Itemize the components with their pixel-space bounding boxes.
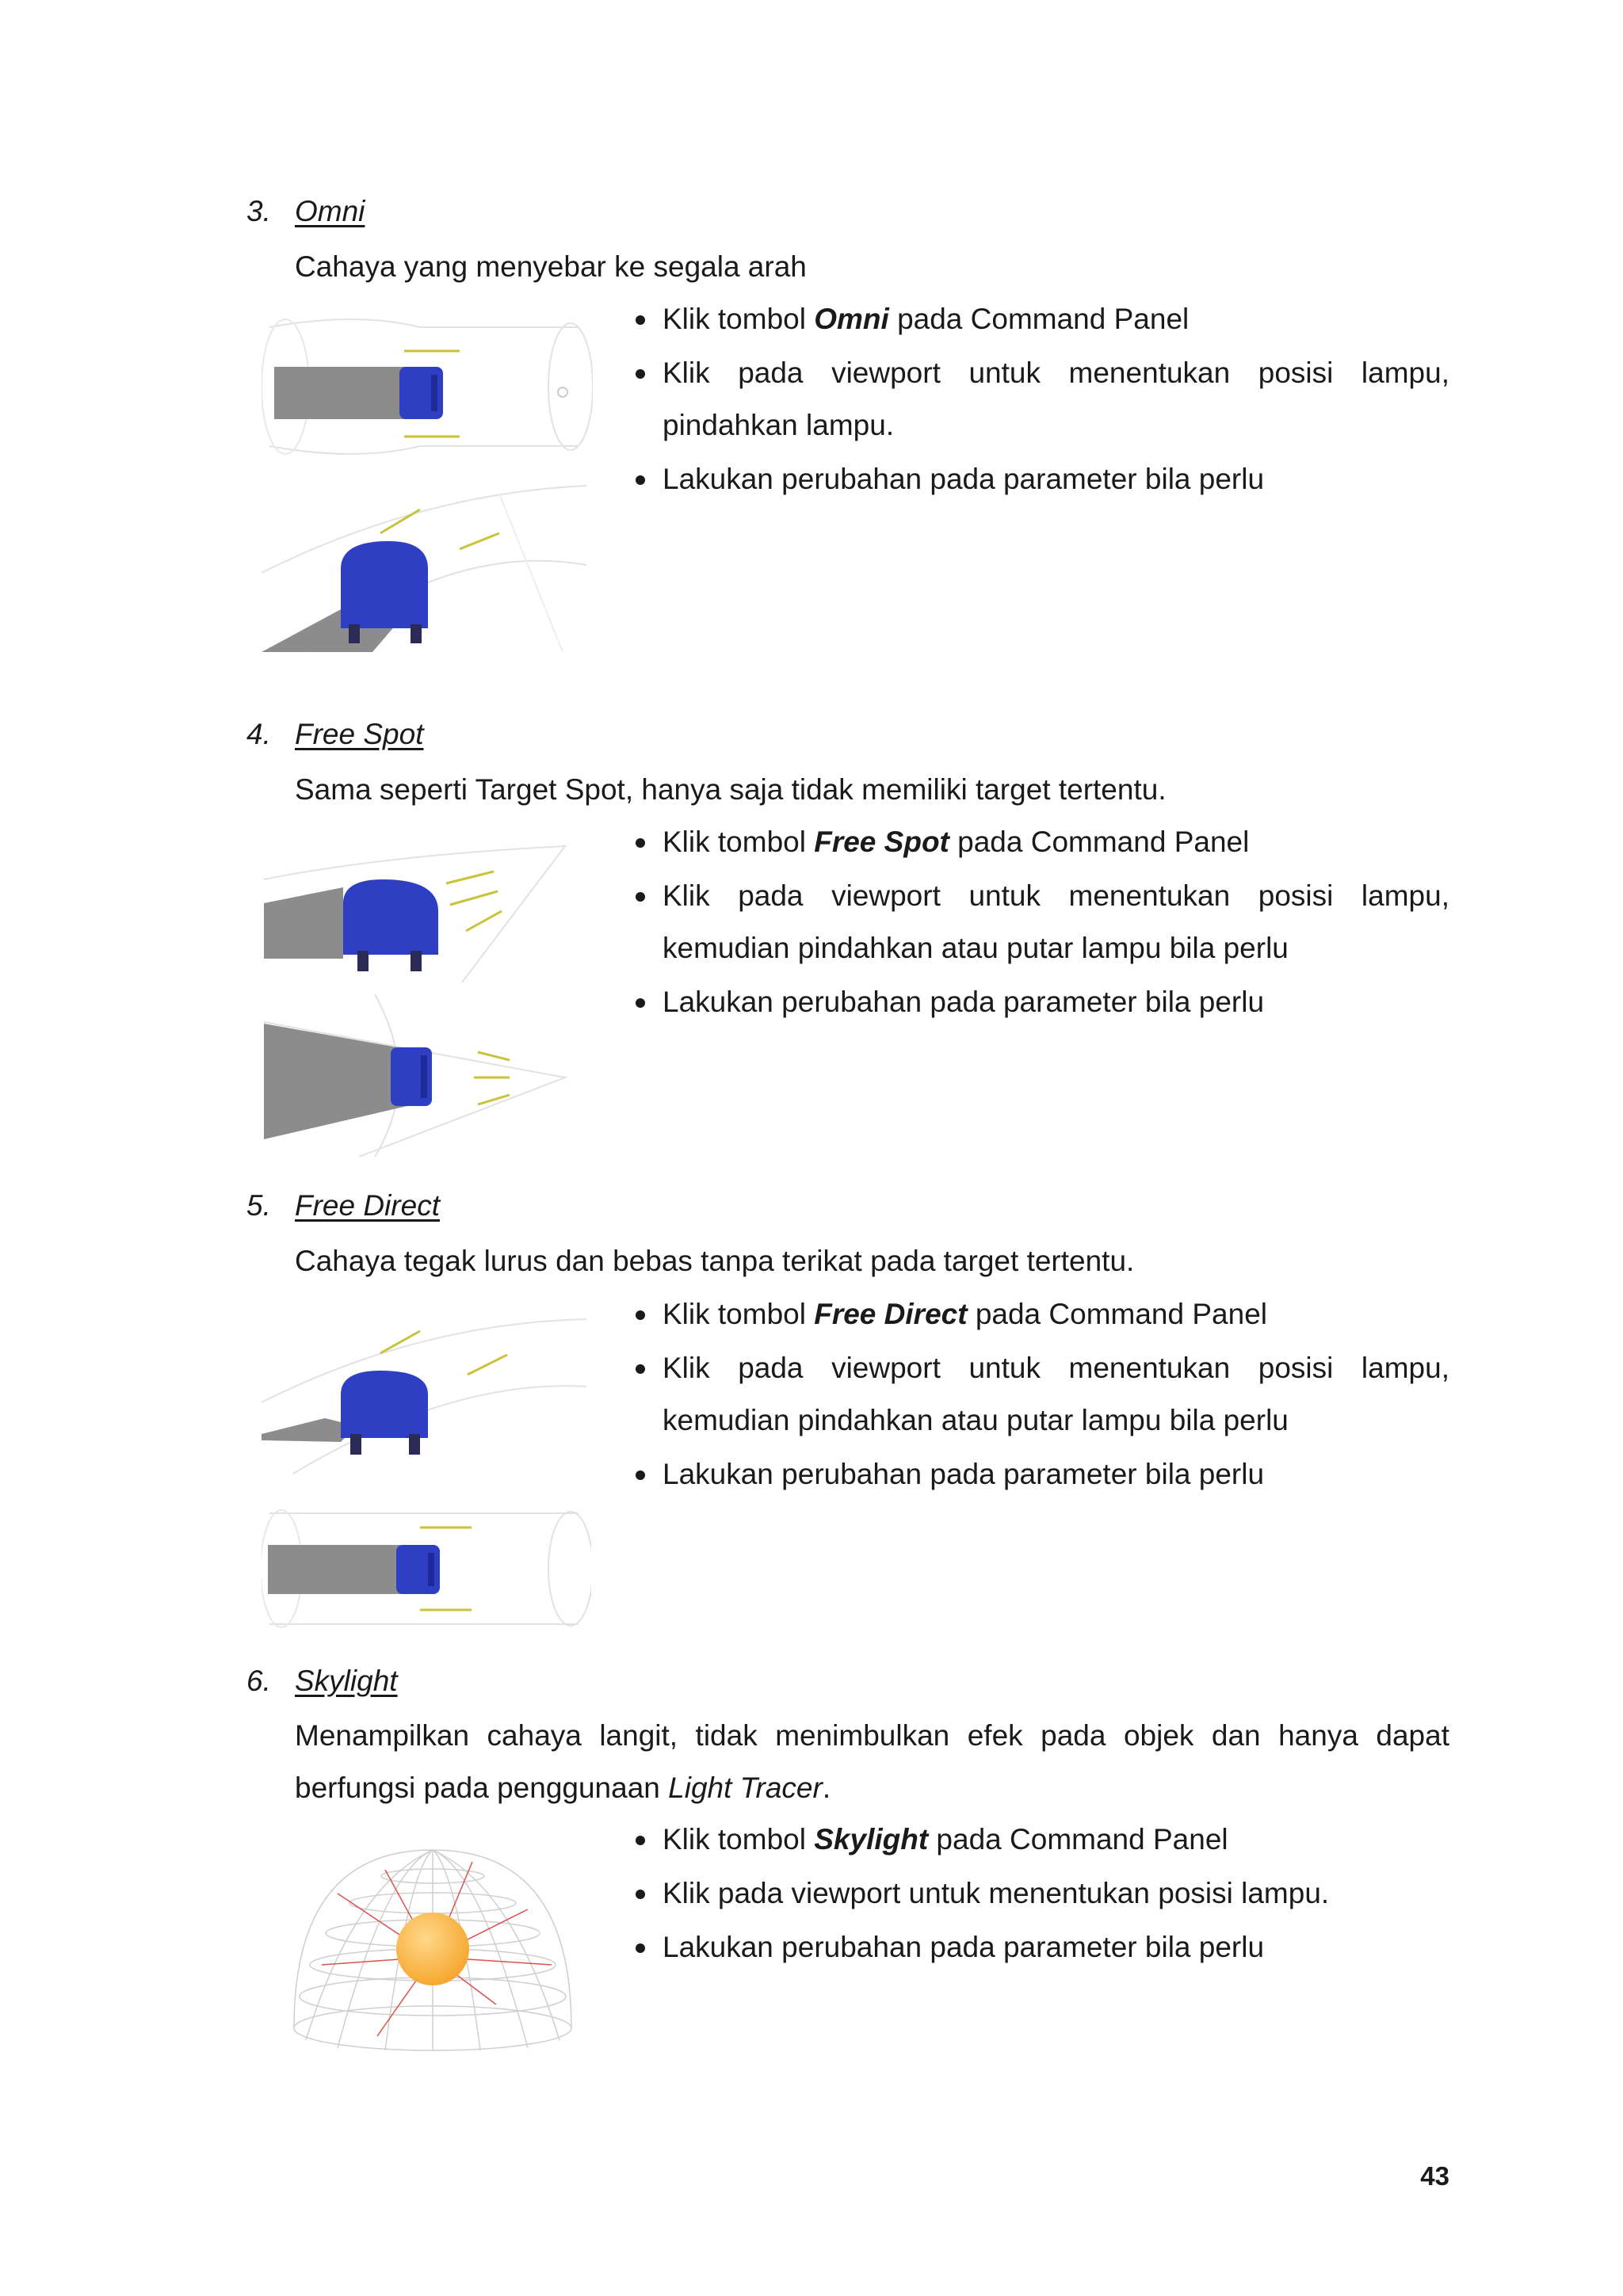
list-item [631, 816, 1449, 868]
step-keyword: Free Direct [814, 1298, 968, 1330]
omni-perspective-view [262, 486, 586, 652]
skylight-steps [631, 1814, 1449, 1975]
step-text: Lakukan perubahan pada parameter bila perlu [663, 463, 1265, 495]
free-spot-steps [631, 816, 1449, 1030]
skylight-illustration [290, 1838, 575, 2054]
omni-illustration [262, 303, 593, 668]
step-suffix: pada Command Panel [949, 826, 1250, 858]
list-item [631, 1448, 1449, 1501]
step-line-1: Klik pada viewport untuk menentukan posisi lampu, [663, 879, 1449, 912]
list-item [631, 1342, 1449, 1447]
free-direct-illustration [262, 1307, 591, 1634]
omni-steps [631, 293, 1449, 507]
section-number: 5. [246, 1189, 271, 1222]
section-title: Free Direct [295, 1189, 440, 1222]
step-prefix: Klik tombol [663, 1298, 815, 1330]
section-description: Sama seperti Target Spot, hanya saja tidak memiliki target tertentu. [295, 773, 1167, 806]
step-suffix: pada Command Panel [967, 1298, 1268, 1330]
free-direct-steps [631, 1288, 1449, 1502]
list-item [631, 347, 1449, 452]
description-end: . [822, 1772, 831, 1804]
step-text: Lakukan perubahan pada parameter bila perlu [663, 986, 1265, 1018]
list-item [631, 1814, 1449, 1866]
description-italic: Light Tracer [668, 1772, 823, 1804]
section-title: Omni [295, 195, 365, 227]
list-item [631, 870, 1449, 974]
step-line-1: Klik pada viewport untuk menentukan posisi lampu, [663, 357, 1449, 389]
step-prefix: Klik tombol [663, 303, 815, 335]
list-item [631, 293, 1449, 345]
free-direct-perspective-view [262, 1319, 586, 1474]
section-title: Skylight [295, 1665, 398, 1697]
step-line-2: kemudian pindahkan atau putar lampu bila perlu [663, 932, 1289, 964]
section-number: 3. [246, 195, 271, 227]
free-spot-perspective-view [264, 846, 565, 982]
step-keyword: Skylight [814, 1823, 929, 1855]
section-title: Free Spot [295, 718, 424, 750]
skylight-sphere [396, 1913, 469, 1985]
free-spot-top-view [264, 994, 565, 1157]
section-number: 6. [246, 1665, 271, 1697]
list-item [631, 1867, 1449, 1920]
page-number: 43 [1420, 2161, 1449, 2191]
section-description: Cahaya yang menyebar ke segala arah [295, 250, 807, 283]
list-item [631, 1288, 1449, 1341]
step-line-2: pindahkan lampu. [663, 409, 895, 441]
section-number: 4. [246, 718, 271, 750]
list-item [631, 1921, 1449, 1974]
list-item [631, 453, 1449, 505]
step-prefix: Klik tombol [663, 1823, 815, 1855]
step-suffix: pada Command Panel [928, 1823, 1228, 1855]
free-spot-illustration [264, 840, 590, 1160]
step-keyword: Omni [814, 303, 889, 335]
step-text: Klik pada viewport untuk menentukan posisi lampu. [663, 1877, 1330, 1909]
step-keyword: Free Spot [814, 826, 949, 858]
step-suffix: pada Command Panel [888, 303, 1190, 335]
list-item [631, 976, 1449, 1028]
description-text: Menampilkan cahaya langit, tidak menimbulkan efek pada objek dan hanya dapat berfungsi pada penggunaan [295, 1719, 1449, 1804]
step-prefix: Klik tombol [663, 826, 815, 858]
section-description: Cahaya tegak lurus dan bebas tanpa terikat pada target tertentu. [295, 1245, 1135, 1277]
section-description [295, 1710, 1449, 1814]
step-text: Lakukan perubahan pada parameter bila perlu [663, 1458, 1265, 1490]
step-line-1: Klik pada viewport untuk menentukan posisi lampu, [663, 1352, 1449, 1384]
step-line-2: kemudian pindahkan atau putar lampu bila perlu [663, 1404, 1289, 1436]
omni-top-view [262, 319, 593, 454]
free-direct-top-view [262, 1510, 591, 1627]
step-text: Lakukan perubahan pada parameter bila perlu [663, 1931, 1265, 1963]
